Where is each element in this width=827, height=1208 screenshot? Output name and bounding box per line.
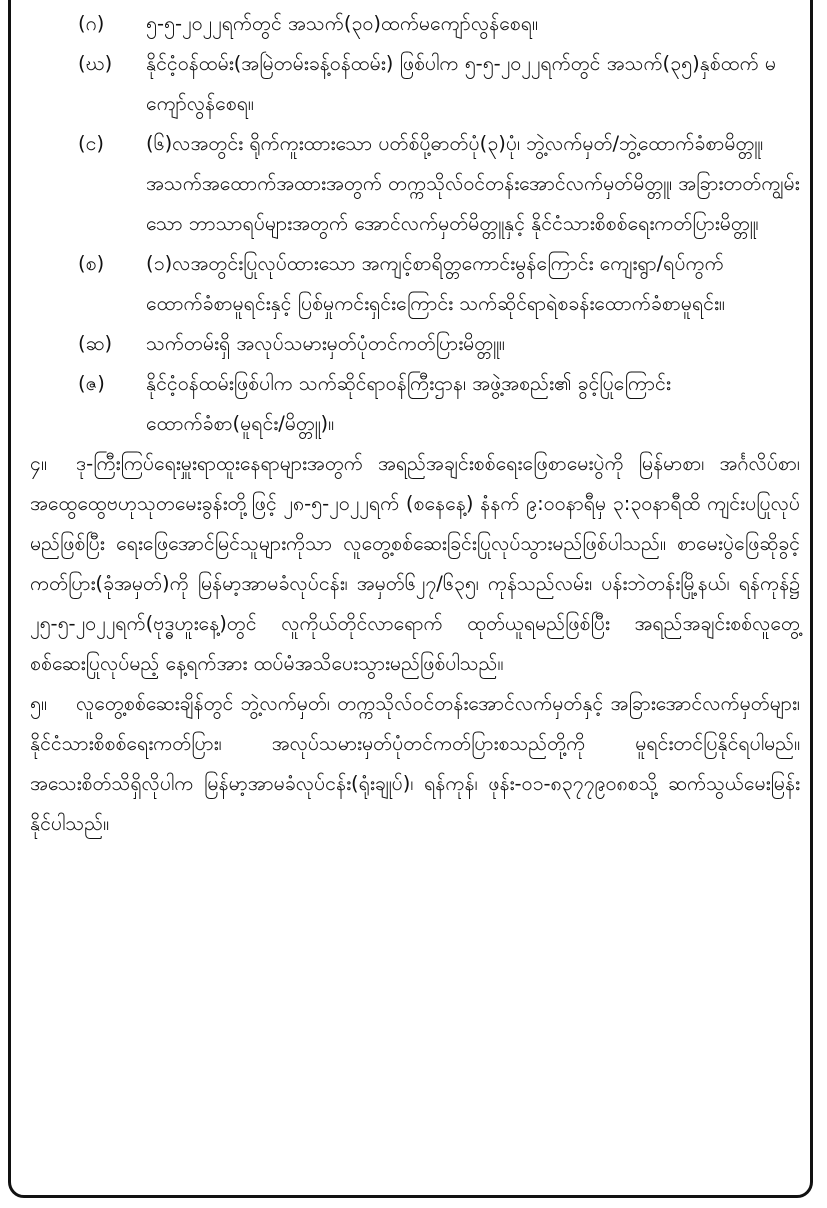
- item-text: နိုင်ငံ့ဝန်ထမ်းဖြစ်ပါက သက်ဆိုင်ရာဝန်ကြီးဌာန၊ အဖွဲ့အစည်း၏ ခွင့်ပြုကြောင်း ထောက်ခံစာ(မူရင်း/မိတ္တူ)။: [146, 372, 671, 435]
- list-item-nga: [30, 124, 800, 244]
- item-label: (င): [78, 132, 105, 155]
- paragraph-text: လူတွေ့စစ်ဆေးချိန်တွင် ဘွဲ့လက်မှတ်၊ တက္ကသိုလ်ဝင်တန်းအောင်လက်မှတ်နှင့် အခြားအောင်လက်မှတ်များ၊ နိုင်ငံသားစိစစ်ရေးကတ်ပြား၊ အလုပ်သမားမှတ်ပုံတင်ကတ်ပြားစသည်တို့ကို မူရင်းတင်ပြနိုင်ရပါမည်။ အသေးစိတ်သိရှိလိုပါက မြန်မာ့အာမခံလုပ်ငန်း(ရုံးချုပ်)၊ ရန်ကုန်၊ ဖုန်း-၀၁-၈၃၇၇၉၀၈စသို့ ဆက်သွယ်မေးမြန်းနိုင်ပါသည်။: [30, 692, 800, 835]
- item-label: (ဃ): [78, 52, 113, 75]
- item-text: နိုင်ငံ့ဝန်ထမ်း(အမြဲတမ်းခန့်ဝန်ထမ်း) ဖြစ်ပါက ၅-၅-၂၀၂၂ရက်တွင် အသက်(၃၅)နှစ်ထက် မကျော်လွန်စေရ။: [146, 52, 776, 115]
- item-label: (ဂ): [78, 12, 105, 35]
- document-body: [30, 0, 800, 844]
- list-item-gha: [30, 44, 800, 124]
- item-text: (၆)လအတွင်း ရိုက်ကူးထားသော ပတ်စ်ပို့ဓာတ်ပုံ(၃)ပုံ၊ ဘွဲ့လက်မှတ်/ဘွဲ့ထောက်ခံစာမိတ္တူ၊ အသက်အထောက်အထားအတွက် တက္ကသိုလ်ဝင်တန်းအောင်လက်မှတ်မိတ္တူ၊ အခြားတတ်ကျွမ်းသော ဘာသာရပ်များအတွက် အောင်လက်မှတ်မိတ္တူနှင့် နိုင်ငံသားစိစစ်ရေးကတ်ပြားမိတ္တူ၊: [146, 132, 800, 235]
- list-item-za: [30, 364, 800, 444]
- item-label: (ဇ): [78, 372, 105, 395]
- item-text: ၅-၅-၂၀၂၂ရက်တွင် အသက်(၃၀)ထက်မကျော်လွန်စေရ။: [146, 12, 538, 35]
- paragraph-5: [30, 684, 800, 844]
- paragraph-text: ဒု-ကြီးကြပ်ရေးမှူးရာထူးနေရာများအတွက် အရည်အချင်းစစ်ရေးဖြေစာမေးပွဲကို မြန်မာစာ၊ အင်္ဂလိပ်စာ၊ အထွေထွေဗဟုသုတမေးခွန်းတို့ဖြင့် ၂၈-၅-၂၀၂၂ရက် (စနေနေ့) နံနက် ၉:၀၀နာရီမှ ၃:၃၀နာရီထိ ကျင်းပပြုလုပ်မည်ဖြစ်ပြီး ရေးဖြေအောင်မြင်သူများကိုသာ လူတွေ့စစ်ဆေးခြင်းပြုလုပ်သွားမည်ဖြစ်ပါသည်။ စာမေးပွဲဖြေဆိုခွင့် ကတ်ပြား(ခုံအမှတ်)ကို မြန်မာ့အာမခံလုပ်ငန်း၊ အမှတ်၆၂၇/၆၃၅၊ ကုန်သည်လမ်း၊ ပန်းဘဲတန်းမြို့နယ်၊ ရန်ကုန်၌ ၂၅-၅-၂၀၂၂ရက်(ဗုဒ္ဓဟူးနေ့)တွင် လူကိုယ်တိုင်လာရောက် ထုတ်ယူရမည်ဖြစ်ပြီး အရည်အချင်းစစ်လူတွေ့စစ်ဆေးပြုလုပ်မည့် နေ့ရက်အား ထပ်မံအသိပေးသွားမည်ဖြစ်ပါသည်။: [30, 452, 800, 675]
- item-label: (ဆ): [78, 332, 113, 355]
- paragraph-4: [30, 444, 800, 684]
- item-label: (စ): [78, 252, 105, 275]
- paragraph-number: ၅။: [30, 692, 47, 715]
- list-item-ga: [30, 4, 800, 44]
- list-item-hsa: [30, 324, 800, 364]
- list-item-sa: [30, 244, 800, 324]
- item-text: (၁)လအတွင်းပြုလုပ်ထားသော အကျင့်စာရိတ္တကောင်းမွန်ကြောင်း ကျေးရွာ/ရပ်ကွက်ထောက်ခံစာမူရင်းနှင့် ပြစ်မှုကင်းရှင်းကြောင်း သက်ဆိုင်ရာရဲစခန်းထောက်ခံစာမူရင်း။: [146, 252, 725, 315]
- paragraph-number: ၄။: [30, 452, 47, 475]
- item-text: သက်တမ်းရှိ အလုပ်သမားမှတ်ပုံတင်ကတ်ပြားမိတ္တူ။: [146, 332, 505, 355]
